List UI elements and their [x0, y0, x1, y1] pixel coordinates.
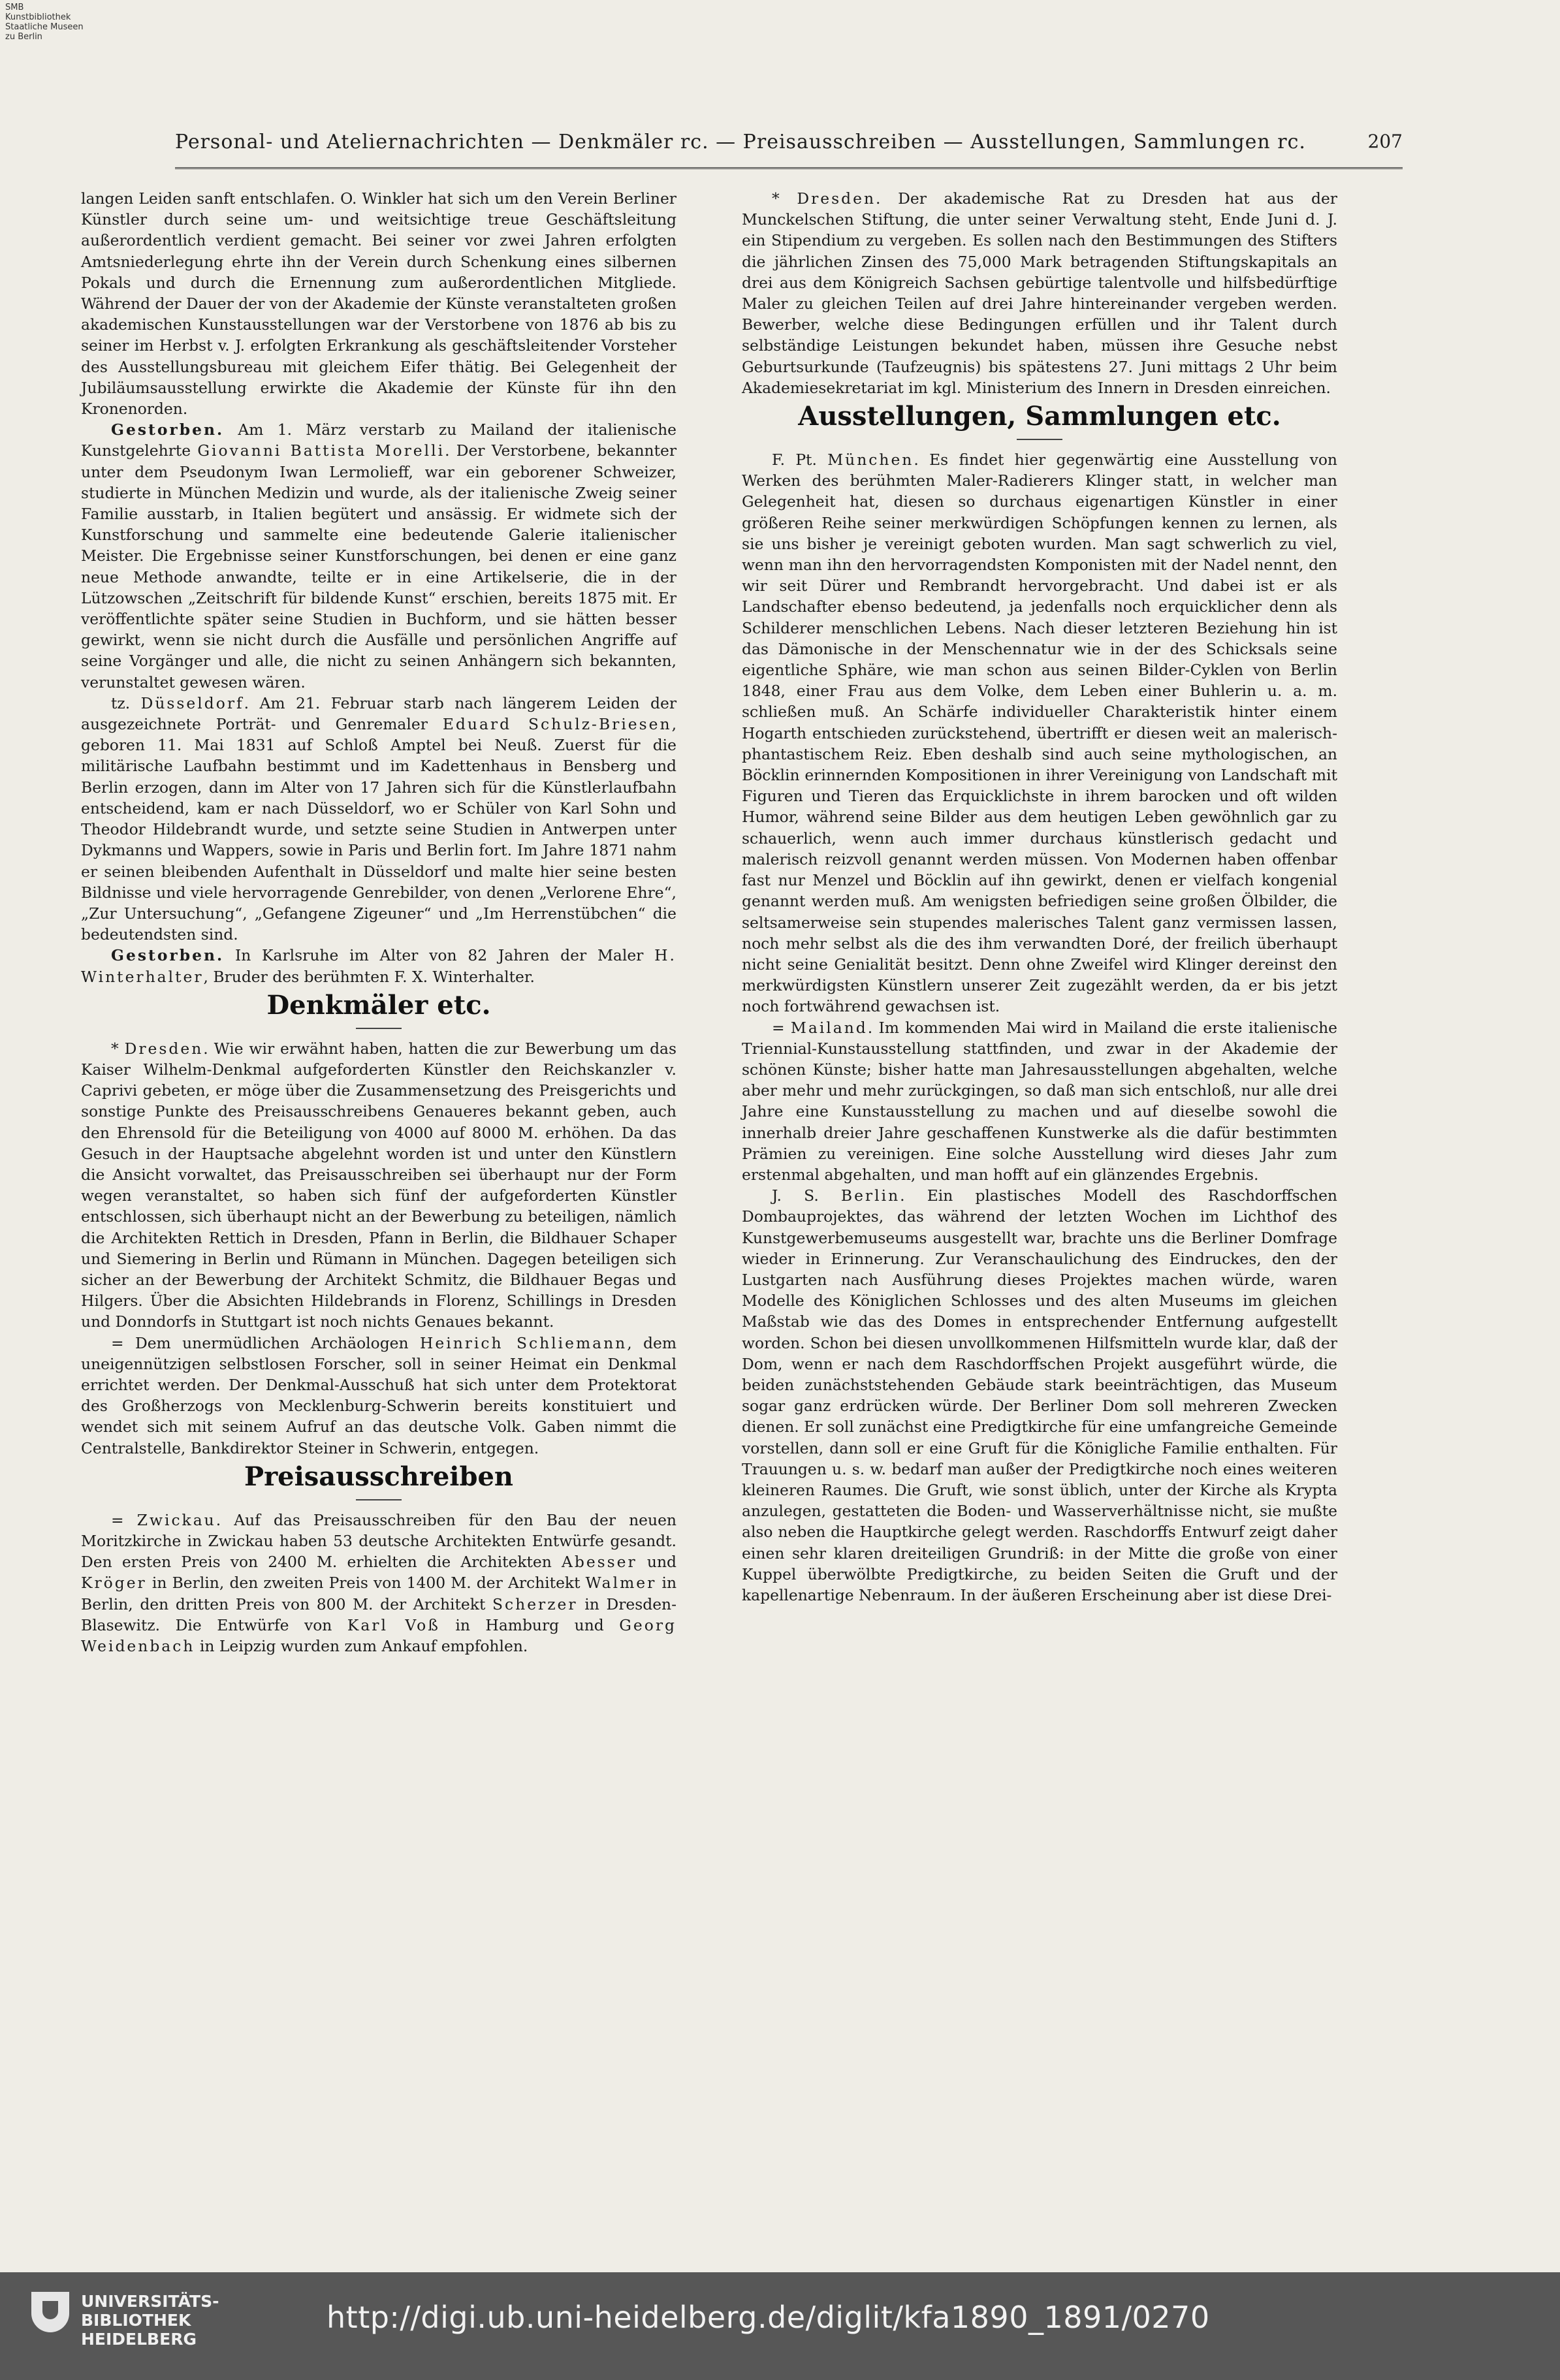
running-header-title: Personal- und Ateliernachrichten — Denkmäler rc. — Preisausschreiben — Ausstellungen, Sammlungen rc. — [175, 131, 1306, 153]
paragraph-text: , dem uneigennützigen selbstlosen Forscher, soll in seiner Heimat ein Denkmal errichtet werden. Der Denkmal-Ausschuß hat sich unter dem Protektorat des Großherzogs von Mecklenburg-Schwerin bereits konstituiert und wendet sich mit seinem Aufruf an das deutsche Volk. Gaben nimmt die Centralstelle, Bankdirektor Steiner in Schwerin, entgegen. — [81, 1333, 677, 1457]
paragraph-lead: * — [111, 1039, 125, 1058]
left-column — [81, 188, 677, 1657]
paragraph-text: In Karlsruhe im Alter von 82 Jahren der Maler — [224, 946, 655, 965]
paragraph-text: in Leipzig wurden zum Ankauf empfohlen. — [195, 1637, 528, 1655]
spaced-name: Heinrich Schliemann — [419, 1333, 628, 1352]
permalink-url[interactable]: http://digi.ub.uni-heidelberg.de/diglit/kfa1890_1891/0270 — [326, 2300, 1210, 2335]
paragraph-lead: * — [772, 189, 797, 208]
library-name-line: UNIVERSITÄTS- — [81, 2292, 219, 2311]
paragraph-lead: = — [772, 1018, 791, 1037]
spaced-place: Berlin — [840, 1186, 900, 1205]
paragraph-text: . Ein plastisches Modell des Raschdorffschen Dombauprojektes, das während der letzten Wochen im Lichthof des Kunstgewerbemuseums ausgestellt war, brachte uns die Berliner Domfrage wieder in Erinnerung. Zur Veranschaulichung des Eindruckes, den der Lustgarten nach Ausführung dieses Projektes machen würde, waren Modelle des Königlichen Schlosses und des alten Museums im gleichen Maßstab wie das des Domes in entsprechender Entfernung aufgestellt worden. Schon bei diesen unvollkommenen Hilfsmitteln wurde klar, daß der Dom, wenn er nach dem Raschdorffschen Projekt ausgeführt würde, die beiden zunächststehenden Gebäude stark beeinträchtigen, das Museum sogar ganz erdrücken würde. Der Berliner Dom soll mehreren Zwecken dienen. Er soll zunächst eine Predigtkirche für eine umfangreiche Gemeinde vorstellen, dann soll er eine Gruft für die Königliche Familie enthalten. Für Trauungen u. s. w. bedarf man außer der Predigtkirche noch eines weiteren kleineren Raumes. Die Gruft, wie sonst üblich, unter der Kirche als Krypta anzulegen, gestatteten die Boden- und Wasserverhältnisse nicht, sie mußte also neben die Hauptkirche gelegt werden. Raschdorffs Entwurf zeigt daher einen sehr klaren dreiteiligen Grundriß: in der Mitte die große von einer Kuppel überwölbte Predigtkirche, zu beiden Seiten die Gruft und der kapellenartige Nebenraum. In der äußeren Erscheinung aber ist diese Drei- — [742, 1186, 1337, 1604]
library-stamp — [5, 3, 123, 42]
paragraph-text: . Im kommenden Mai wird in Mailand die erste italienische Triennial-Kunstausstellung stattfinden, und zwar in der Akademie der schönen Künste; bisher hatte man Jahresausstellungen abgehalten, welche aber mehr und mehr zurückgingen, so daß man sich entschloß, nur alle drei Jahre eine Kunstausstellung zu machen und auf dieselbe sowohl die innerhalb dreier Jahre geschaffenen Kunstwerke als die dafür bestimmten Prämien zu vereinigen. Eine solche Ausstellung wird dieses Jahr zum erstenmal abgehalten, und man hofft auf ein glänzendes Ergebnis. — [742, 1018, 1337, 1184]
spaced-name: Scherzer — [492, 1595, 578, 1613]
paragraph — [742, 1185, 1337, 1606]
paragraph-lead: J. S. — [772, 1186, 841, 1205]
spaced-name: H. Winterhalter — [81, 946, 677, 986]
paragraph-text: in Berlin, den zweiten Preis von 1400 M. der Architekt — [146, 1574, 586, 1593]
paragraph — [81, 945, 677, 987]
paragraph-text: , geboren 11. Mai 1831 auf Schloß Amptel bei Neuß. Zuerst für die militärische Laufbahn bestimmt und im Kadettenhaus in Bensberg und Berlin erzogen, dann im Alter von 17 Jahren sich für die Künstlerlaufbahn entscheidend, kam er nach Düsseldorf, wo er Schüler von Karl Sohn und Theodor Hildebrandt wurde, und setzte seine Studien in Antwerpen unter Dykmanns und Wappers, sowie in Paris und Berlin fort. Im Jahre 1871 nahm er seinen bleibenden Aufenthalt in Düsseldorf und malte hier seine besten Bildnisse und viele hervorragende Genrebilder, von denen „Verlorene Ehre“, „Zur Untersuchung“, „Gefangene Zigeuner“ und „Im Herrenstübchen“ die bedeutendsten sind. — [81, 715, 677, 944]
paragraph-text: . Wie wir erwähnt haben, hatten die zur Bewerbung um das Kaiser Wilhelm-Denkmal aufgeforderten Künstler den Reichskanzler v. Caprivi gebeten, er möge über die Zusammensetzung des Preisgerichts und sonstige Punkte des Preisausschreibens Genaueres bekannt geben, auch den Ehrensold für die Beteiligung von 4000 auf 8000 M. erhöhen. Da das Gesuch in der Hauptsache abgelehnt worden ist und unter den Künstlern die Ansicht vorwaltet, das Preisausschreiben sei überhaupt nur der Form wegen veranstaltet, so haben sich fünf der aufgeforderten Künstler entschlossen, sich überhaupt nicht an der Bewerbung zu beteiligen, nämlich die Architekten Rettich in Dresden, Pfann in Berlin, die Bildhauer Schaper und Siemering in Berlin und Rümann in München. Dagegen beteiligen sich sicher an der Bewerbung der Architekt Schmitz, die Bildhauer Begas und Hilgers. Über die Absichten Hildebrands in Florenz, Schillings in Dresden und Donndorfs in Stuttgart ist noch nichts Genaues bekannt. — [81, 1039, 677, 1331]
paragraph-text: in Dresden-Blasewitz. Die Entwürfe von — [81, 1595, 677, 1634]
spaced-place: München — [827, 451, 914, 469]
paragraph-text: . Der Verstorbene, bekannter unter dem Pseudonym Iwan Lermolieff, war ein geborener Schweizer, studierte in München Medizin und wurde, als der italienische Zweig seiner Familie ausstarb, in Italien begütert und ansässig. Er widmete sich der Kunstforschung und sammelte eine bedeutende Galerie italienischer Meister. Die Ergebnisse seiner Kunstforschungen, bei denen er eine ganz neue Methode anwandte, teilte er in eine Artikelserie, die in der Lützowschen „Zeitschrift für bildende Kunst“ erschien, bereits 1875 mit. Er veröffentlichte später seine Studien in Buchform, und sie hätten besser gewirkt, wenn sie nicht durch die Ausfälle und persönlichen Angriffe auf seine Vorgänger und alle, die nicht zu seinen Anhängern sich bekannten, verunstaltet gewesen wären. — [81, 441, 677, 691]
paragraph — [742, 188, 1337, 398]
library-name — [81, 2292, 251, 2349]
paragraph-text: in Hamburg und — [439, 1615, 620, 1634]
spaced-name: Eduard Schulz-Briesen — [442, 715, 672, 734]
page-number: 207 — [1367, 131, 1403, 152]
library-name-line: BIBLIOTHEK — [81, 2311, 191, 2330]
paragraph-lead: = — [111, 1510, 137, 1529]
paragraph-lead: tz. — [111, 693, 141, 712]
spaced-place: Dresden — [797, 189, 876, 208]
spaced-name: Abesser — [561, 1553, 637, 1572]
stamp-line: zu Berlin — [5, 32, 42, 42]
spaced-name: Karl Voß — [347, 1615, 440, 1634]
spaced-name: Walmer — [585, 1574, 657, 1593]
paragraph-lead: Gestorben. — [111, 420, 225, 439]
paragraph — [81, 1510, 677, 1657]
paragraph-text: in Berlin, den dritten Preis von 800 M. der Architekt — [81, 1574, 677, 1613]
paragraph-text: . Der akademische Rat zu Dresden hat aus der Munckelschen Stiftung, die unter seiner Verwaltung steht, Ende Juni d. J. ein Stipendium zu vergeben. Es sollen nach den Bestimmungen des Stifters die jährlichen Zinsen des 75,000 Mark betragenden Stiftungskapitals an drei aus dem Königreich Sachsen gebürtige talentvolle und hilfsbedürftige Maler zu gleichen Teilen auf drei Jahre hintereinander vergeben werden. Bewerber, welche diese Bedingungen erfüllen und ihr Talent durch selbständige Leistungen bekundet haben, müssen ihre Gesuche nebst Geburtsurkunde (Taufzeugnis) bis spätestens 27. Juni mittags 2 Uhr beim Akademiesekretariat im kgl. Ministerium des Innern in Dresden einreichen. — [742, 189, 1337, 397]
footer-bar — [0, 2272, 1560, 2380]
section-heading-preisausschreiben: Preisausschreiben — [81, 1459, 677, 1500]
running-header — [175, 128, 1403, 169]
spaced-place: Düsseldorf — [140, 693, 244, 712]
paragraph-text: und — [637, 1553, 677, 1572]
spaced-place: Dresden — [124, 1039, 204, 1058]
paragraph-text: , Bruder des berühmten F. X. Winterhalter. — [203, 967, 535, 986]
stamp-line: SMB — [5, 3, 24, 12]
paragraph-text: . Es findet hier gegenwärtig eine Ausstellung von Werken des berühmten Maler-Radierers Klinger statt, in welcher man Gelegenheit hat, diesen so durchaus eigenartigen Künstler in einer größeren Reihe seiner merkwürdigen Schöpfungen kennen zu lernen, als sie uns bisher je vereinigt geboten wurden. Man sagt schwerlich zu viel, wenn man ihn den hervorragendsten Komponisten mit der Nadel nennt, den wir seit Dürer und Rembrandt hervorgebracht. Und dabei ist er als Landschafter ebenso bedeutend, ja jedenfalls noch erquicklicher denn als Schilderer menschlichen Lebens. Nach dieser letzteren Beziehung hin ist das Dämonische in der Menschennatur wie in der des Schicksals seine eigentliche Sphäre, wie man schon aus seinen Bilder-Cyklen von Berlin 1848, einer Frau aus dem Volke, dem Leben einer Buhlerin u. a. m. schließen muß. An Schärfe individueller Charakteristik hinter einem Hogarth entschieden zurückstehend, übertrifft er diesen weit an malerisch-phantastischem Reiz. Eben deshalb sind auch seine mythologischen, an Böcklin erinnernden Kompositionen in ihrer Vereinigung von Landschaft mit Figuren und Tieren das Erquicklichste in ihrem barocken und oft wilden Humor, während seine Bilder aus dem heutigen Leben gewöhnlich gar zu schauerlich, wenn auch immer durchaus künstlerisch gedacht und malerisch reizvoll genannt werden müssen. Von Modernen haben offenbar fast nur Menzel und Böcklin auf ihn gewirkt, denen er vielfach kongenial genannt werden muß. Am wenigsten befriedigen seine großen Ölbilder, die seltsamerweise sein stupendes malerisches Talent ganz vermissen lassen, noch mehr selbst als die des ihm verwandten Doré, der freilich überhaupt nicht seine Genialität besitzt. Denn ohne Zweifel wird Klinger dereinst den merkwürdigsten Künstlern unserer Zeit zugezählt werden, da er bis jetzt noch fortwährend gewachsen ist. — [742, 451, 1337, 1016]
paragraph-lead: Gestorben. — [111, 946, 225, 965]
paragraph — [81, 1038, 677, 1333]
spaced-name: Kröger — [81, 1574, 147, 1593]
spaced-place: Zwickau — [136, 1510, 216, 1529]
library-logo-icon — [31, 2292, 69, 2332]
spaced-place: Mailand — [790, 1018, 868, 1037]
paragraph-text: . Auf das Preisausschreiben für den Bau der neuen Moritzkirche in Zwickau haben 53 deutsche Architekten Entwürfe gesandt. Den ersten Preis von 2400 M. erhielten die Architekten — [81, 1510, 677, 1572]
spaced-name: Georg Weidenbach — [81, 1615, 677, 1655]
paragraph-lead: F. Pt. — [772, 451, 828, 469]
right-column — [742, 188, 1337, 1606]
paragraph — [81, 419, 677, 693]
paragraph-text: = Dem unermüdlichen Archäologen — [111, 1333, 420, 1352]
paragraph — [81, 188, 677, 419]
stamp-line: Kunstbibliothek — [5, 12, 71, 22]
paragraph — [81, 1333, 677, 1459]
paragraph — [81, 693, 677, 945]
spaced-name: Giovanni Battista Morelli — [197, 441, 445, 460]
paragraph — [742, 449, 1337, 1017]
paragraph-text: Am 1. März verstarb zu Mailand der italienische Kunstgelehrte — [81, 420, 677, 460]
library-name-line: HEIDELBERG — [81, 2330, 197, 2349]
paragraph-text: langen Leiden sanft entschlafen. O. Winkler hat sich um den Verein Berliner Künstler durch seine um- und weitsichtige treue Geschäftsleitung außerordentlich verdient gemacht. Bei seiner vor zwei Jahren erfolgten Amtsniederlegung ehrte ihn der Verein durch Schenkung eines silbernen Pokals und durch die Ernennung zum außerordentlichen Mitgliede. Während der Dauer der von der Akademie der Künste veranstalteten großen akademischen Kunstausstellungen war der Verstorbene von 1876 ab bis zu seiner im Herbst v. J. erfolgten Erkrankung als geschäftsleitender Vorsteher des Ausstellungsbureau mit gleichem Eifer thätig. Bei Gelegenheit der Jubiläumsausstellung erwirkte die Akademie der Künste für ihn den Kronenorden. — [81, 189, 677, 419]
section-heading-denkmaeler: Denkmäler etc. — [81, 987, 677, 1029]
paragraph — [742, 1017, 1337, 1186]
stamp-line: Staatliche Museen — [5, 22, 84, 32]
paragraph-text: . Am 21. Februar starb nach längerem Leiden der ausgezeichnete Porträt- und Genremaler — [81, 693, 677, 734]
section-heading-ausstellungen: Ausstellungen, Sammlungen etc. — [742, 398, 1337, 440]
